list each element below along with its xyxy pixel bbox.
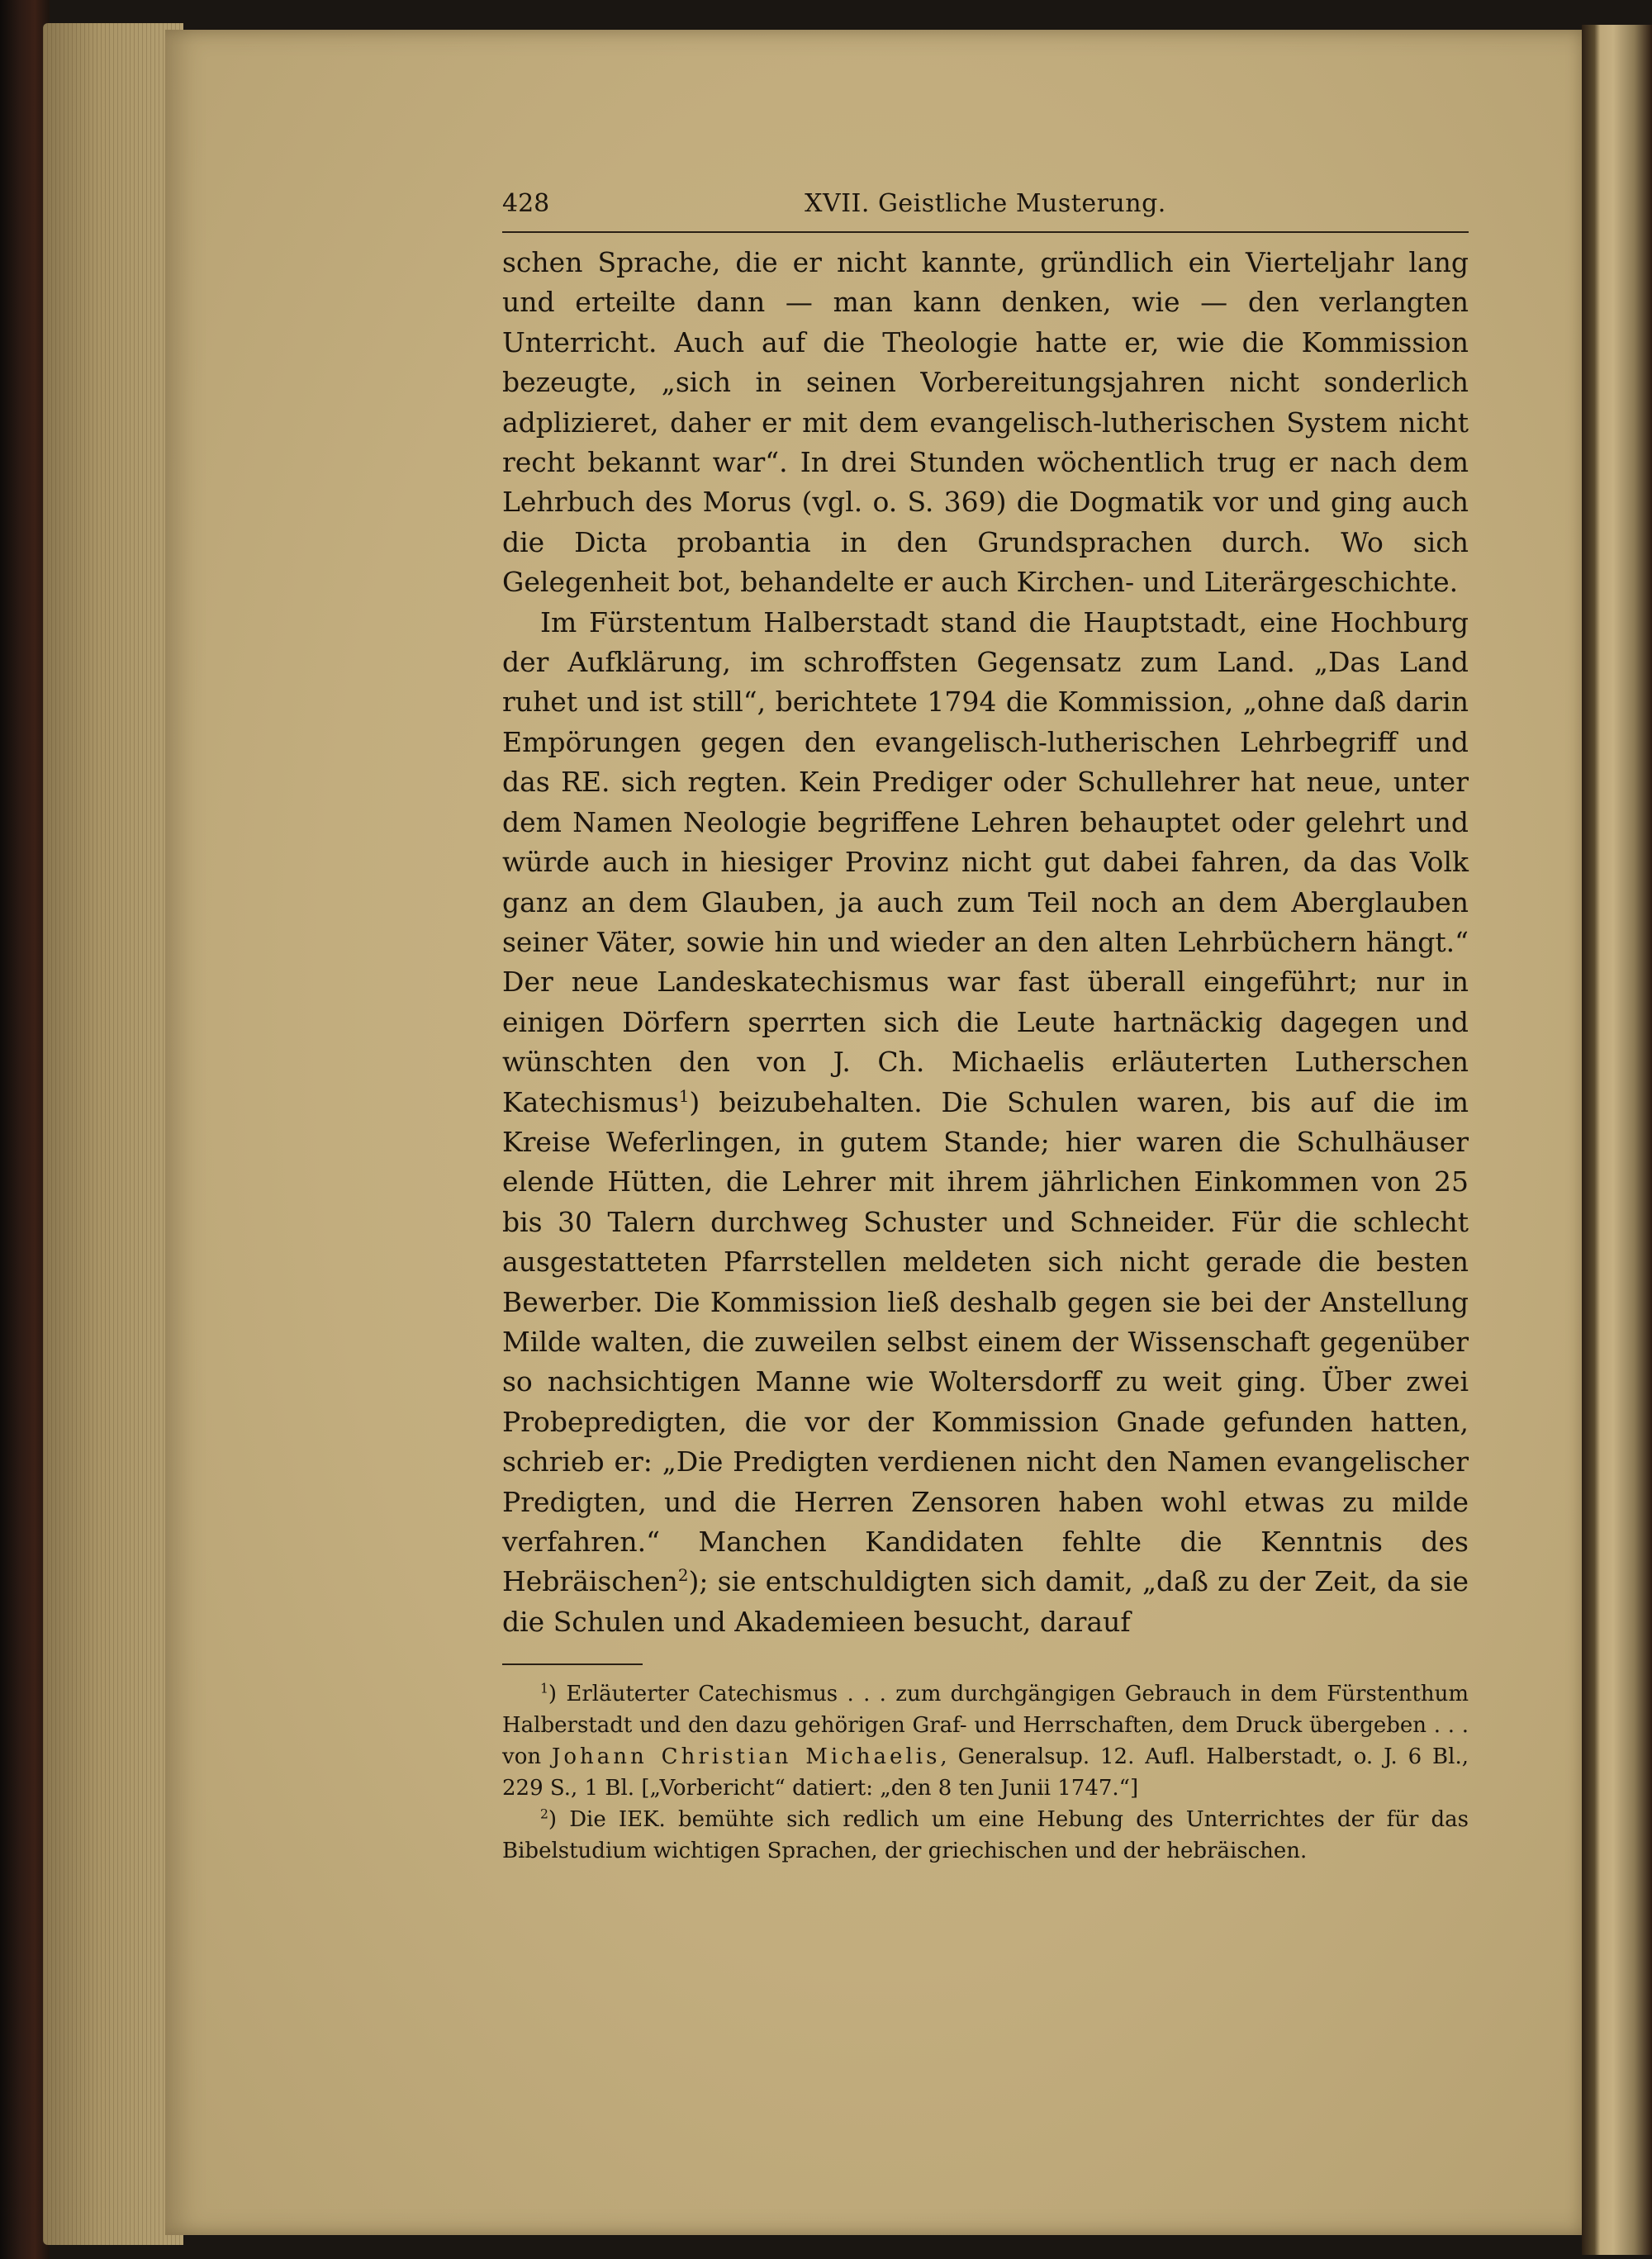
book-gutter — [1582, 25, 1652, 2255]
footnotes — [502, 1678, 1469, 1867]
footnote-ref: 1 — [678, 1086, 690, 1106]
chapter-title: XVII. Geistliche Musterung. — [805, 189, 1166, 218]
paragraph: schen Sprache, die er nicht kannte, gründlich ein Vierteljahr lang und erteilte dann — man kann denken, wie — den verlangten Unterricht. Auch auf die Theologie hatte er, wie die Kommission bezeugte, „sich in seinen Vorbereitungsjahren nicht sonderlich adplizieret, daher er mit dem evangelisch-lutherischen System nicht recht bekannt war“. In drei Stunden wöchentlich trug er nach dem Lehrbuch des Morus (vgl. o. S. 369) die Dogmatik vor und ging auch die Dicta probantia in den Grundsprachen durch. Wo sich Gelegenheit bot, behandelte er auch Kirchen- und Literärgeschichte. — [502, 246, 1469, 599]
page-number: 428 — [502, 189, 550, 218]
running-head — [502, 182, 1469, 226]
footnote-text: , Generalsup. 12. Aufl. Halberstadt, o. J. 6 Bl., 229 S., 1 Bl. [„Vorbericht“ datiert: „den 8 ten Junii 1747.“] — [502, 1744, 1469, 1801]
footnote-author: Johann Christian Michaelis — [551, 1744, 941, 1770]
footnote — [502, 1678, 1469, 1804]
footnote-text: ) Erläuterter Catechismus . . . zum durchgängigen Gebrauch in dem Fürstenthum Halberstadt und den dazu gehörigen Graf- und Herrschaften, dem Druck übergeben . . . von — [502, 1682, 1469, 1770]
footnote — [502, 1804, 1469, 1867]
footnote-marker: 2 — [540, 1806, 548, 1822]
page-content — [502, 182, 1469, 1867]
footnote-text: ) Die IEK. bemühte sich redlich um eine Hebung des Unterrichtes der für das Bibelstudium wichtigen Sprachen, der griechischen und der hebräischen. — [502, 1807, 1469, 1864]
paragraph — [502, 603, 1469, 1643]
book-binding — [0, 0, 50, 2259]
footnote-marker: 1 — [540, 1681, 548, 1697]
page-edges — [43, 23, 183, 2245]
footnote-rule — [502, 1663, 643, 1665]
paragraph-text: ); sie entschuldigten sich damit, „daß zu der Zeit, da sie die Schulen und Akademieen besucht, darauf — [502, 1565, 1469, 1638]
paragraph-text: ) beizubehalten. Die Schulen waren, bis auf die im Kreise Weferlingen, in gutem Stande; hier waren die Schulhäuser elende Hütten, die Lehrer mit ihrem jährlichen Einkommen von 25 bis 30 Talern durchweg Schuster und Schneider. Für die schlecht ausgestatteten Pfarrstellen meldeten sich nicht gerade die besten Bewerber. Die Kommission ließ deshalb gegen sie bei der Anstellung Milde walten, die zuweilen selbst einem der Wissenschaft gegenüber so nachsichtigen Manne wie Woltersdorff zu weit ging. Über zwei Probepredigten, die vor der Kommission Gnade gefunden hatten, schrieb er: „Die Predigten verdienen nicht den Namen evangelischer Predigten, und die Herren Zensoren haben wohl etwas zu milde verfahren.“ Manchen Kandidaten fehlte die Kenntnis des Hebräischen — [502, 1085, 1469, 1598]
body-text — [502, 243, 1469, 1642]
header-rule — [502, 231, 1469, 233]
footnote-ref: 2 — [677, 1566, 689, 1586]
paragraph-text: Im Fürstentum Halberstadt stand die Hauptstadt, eine Hochburg der Aufklärung, im schroffsten Gegensatz zum Land. „Das Land ruhet und ist still“, berichtete 1794 die Kommission, „ohne daß darin Empörungen gegen den evangelisch-lutherischen Lehrbegriff und das RE. sich regten. Kein Prediger oder Schullehrer hat neue, unter dem Namen Neologie begriffene Lehren behauptet oder gelehrt und würde auch in hiesiger Provinz nicht gut dabei fahren, da das Volk ganz an dem Glauben, ja auch zum Teil noch an dem Aberglauben seiner Väter, sowie hin und wieder an den alten Lehrbüchern hängt.“ Der neue Landeskatechismus war fast überall eingeführt; nur in einigen Dörfern sperrten sich die Leute hartnäckig dagegen und wünschten den von J. Ch. Michaelis erläuterten Lutherschen Katechismus — [502, 605, 1469, 1118]
